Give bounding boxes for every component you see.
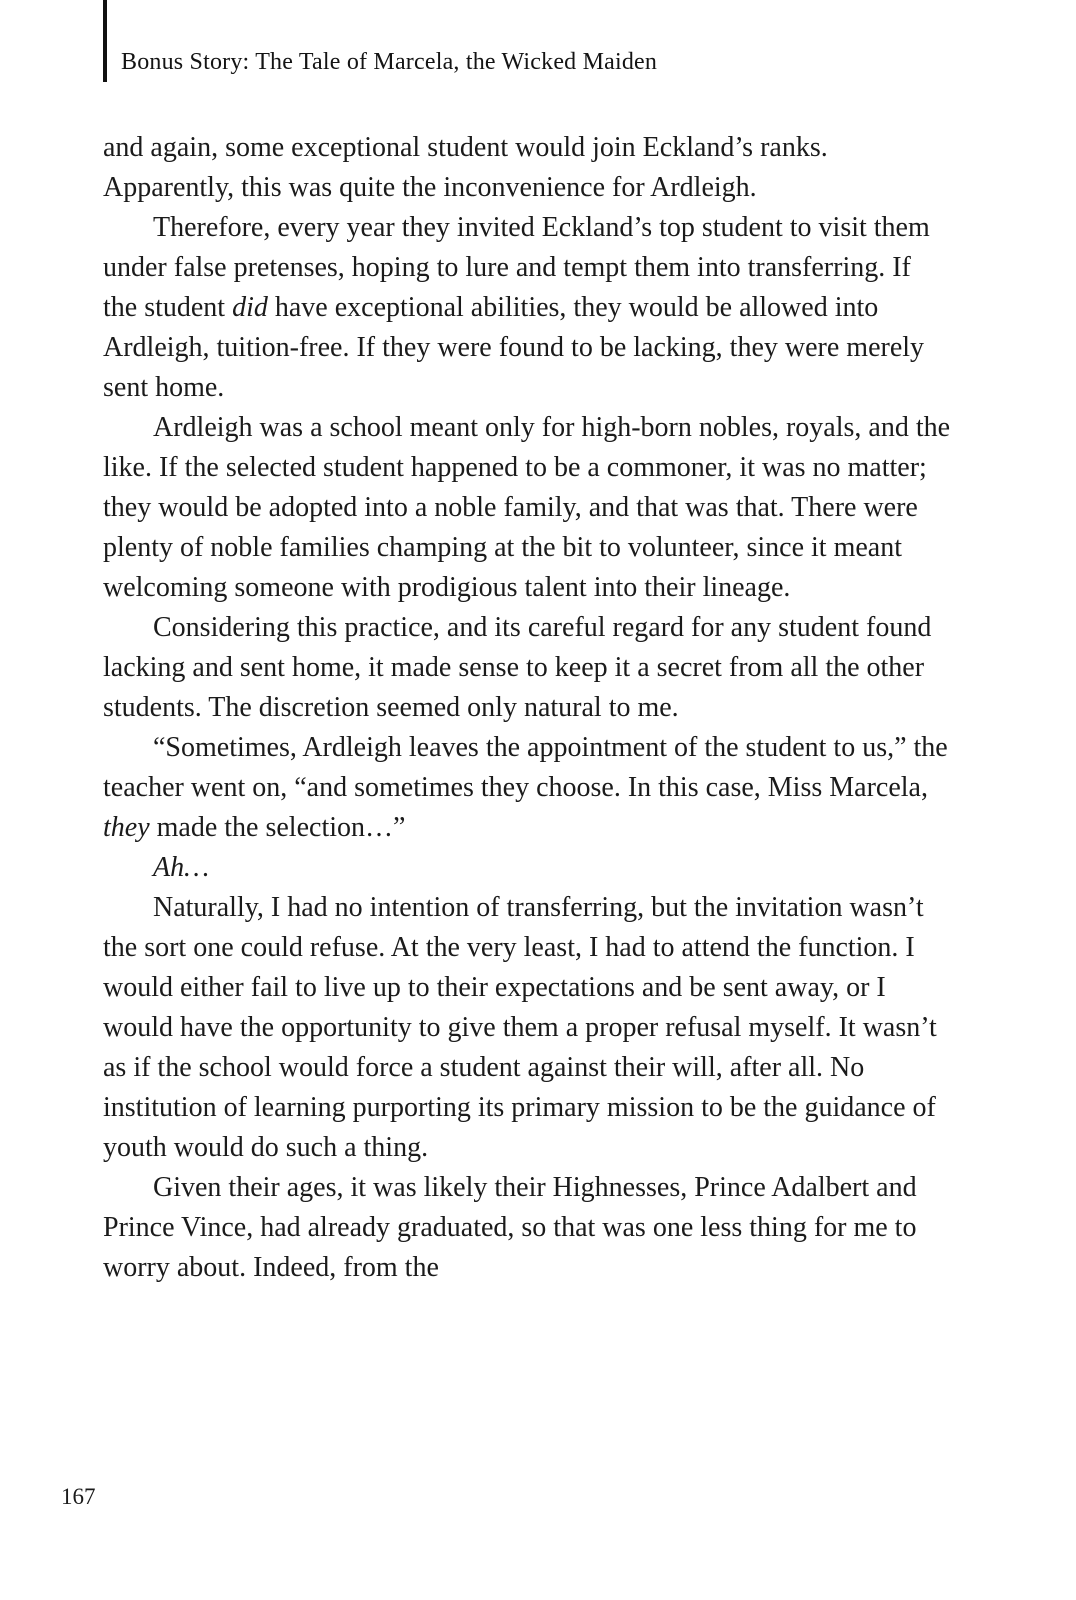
- paragraph-8-text: Given their ages, it was likely their Highnesses, Prince Adalbert and Prince Vince, had already graduated, so that was one less thing for me to worry about. Indeed, from the: [103, 1172, 917, 1283]
- paragraph-5-text-pre: “Sometimes, Ardleigh leaves the appointment of the student to us,” the teacher went on, “and sometimes they choose. In this case, Miss Marcela,: [103, 732, 948, 803]
- chapter-title: Bonus Story: The Tale of Marcela, the Wicked Maiden: [121, 49, 658, 75]
- paragraph-6-italic: Ah…: [153, 852, 209, 883]
- paragraph-2-text-post: have exceptional abilities, they would be allowed into Ardleigh, tuition-free. If they were found to be lacking, they were merely sent home.: [103, 292, 925, 403]
- paragraph-2-italic: did: [232, 292, 268, 323]
- header-rule: [103, 0, 107, 82]
- paragraph-4: [103, 608, 951, 728]
- paragraph-1-text: and again, some exceptional student would join Eckland’s ranks. Apparently, this was quite the inconvenience for Ardleigh.: [103, 132, 828, 203]
- paragraph-1: [103, 128, 951, 208]
- chapter-header: [103, 0, 657, 82]
- paragraph-5: [103, 728, 951, 848]
- paragraph-6: [103, 848, 951, 888]
- page-number: 167: [61, 1484, 96, 1509]
- body-text: [103, 128, 951, 1288]
- paragraph-2-text-pre: Therefore, every year they invited Eckland’s top student to visit them under false pretenses, hoping to lure and tempt them into transferring. If the student: [103, 212, 930, 323]
- paragraph-2: [103, 208, 951, 408]
- paragraph-7-text: Naturally, I had no intention of transferring, but the invitation wasn’t the sort one could refuse. At the very least, I had to attend the function. I would either fail to live up to their expectations and be sent away, or I would have the opportunity to give them a proper refusal myself. It wasn’t as if the school would force a student against their will, after all. No institution of learning purporting its primary mission to be the guidance of youth would do such a thing.: [103, 892, 937, 1163]
- paragraph-5-text-post: made the selection…”: [149, 812, 406, 843]
- paragraph-3-text: Ardleigh was a school meant only for high-born nobles, royals, and the like. If the selected student happened to be a commoner, it was no matter; they would be adopted into a noble family, and that was that. There were plenty of noble families champing at the bit to volunteer, since it meant welcoming someone with prodigious talent into their lineage.: [103, 412, 951, 603]
- paragraph-8: [103, 1168, 951, 1288]
- paragraph-5-italic: they: [103, 812, 150, 843]
- paragraph-7: [103, 888, 951, 1168]
- paragraph-4-text: Considering this practice, and its careful regard for any student found lacking and sent home, it made sense to keep it a secret from all the other students. The discretion seemed only natural to me.: [103, 612, 932, 723]
- paragraph-3: [103, 408, 951, 608]
